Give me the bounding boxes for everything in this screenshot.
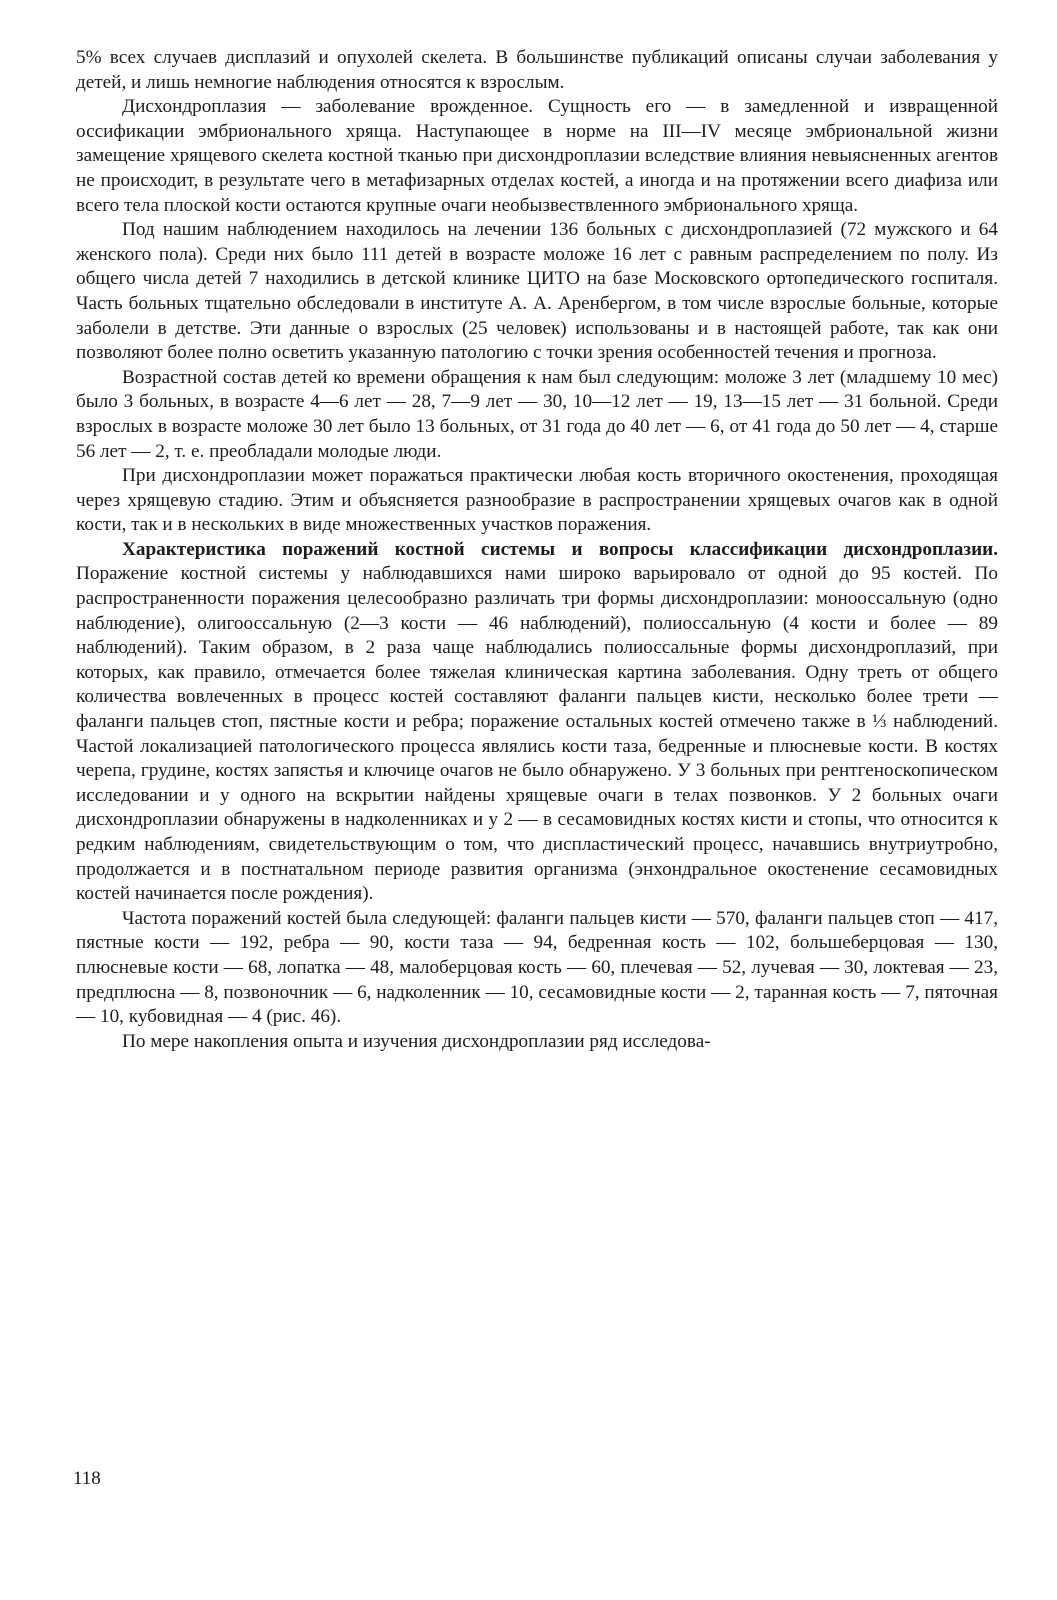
paragraph-7-text: Частота поражений костей была следующей: фаланги пальцев кисти — 570, фаланги пальцев стоп — 417, пястные кости — 192, ребра — 90, кости таза — 94, бедренная кость — 102, большеберцовая — 130, плюсневые кости — 68, лопатка — 48, малоберцовая кость — 60, плечевая — 52, лучевая — 30, локтевая — 23, предплюсна — 8, позвоночник — 6, надколенник — 10, сесамовидные кости — 2, таранная кость — 7, пяточная — 10, кубовидная — 4 (рис. 46). bbox=[76, 907, 998, 1028]
paragraph-4 bbox=[76, 366, 998, 464]
paragraph-5-text: При дисхондроплазии может поражаться практически любая кость вторичного окостенения, проходящая через хрящевую стадию. Этим и объясняется разнообразие в распространении хрящевых очагов как в одной кости, так и в нескольких в виде множественных участков поражения. bbox=[76, 465, 998, 536]
paragraph-1 bbox=[76, 46, 998, 95]
body-text bbox=[76, 46, 998, 1054]
paragraph-8-text: По мере накопления опыта и изучения дисхондроплазии ряд исследова- bbox=[122, 1030, 711, 1052]
paragraph-2 bbox=[76, 95, 998, 218]
paragraph-8 bbox=[76, 1030, 998, 1055]
paragraph-5 bbox=[76, 464, 998, 538]
paragraph-1-text: 5% всех случаев дисплазий и опухолей скелета. В большинстве публикаций описаны случаи заболевания у детей, и лишь немногие наблюдения относятся к взрослым. bbox=[76, 47, 998, 93]
paragraph-2-text: Дисхондроплазия — заболевание врожденное. Сущность его — в замедленной и извращенной оссификации эмбрионального хряща. Наступающее в норме на III—IV месяце эмбриональной жизни замещение хрящевого скелета костной тканью при дисхондроплазии вследствие влияния невыясненных агентов не происходит, в результате чего в метафизарных отделах костей, а иногда и на протяжении всего диафиза или всего тела плоской кости остаются крупные очаги необызвествленного эмбрионального хряща. bbox=[76, 96, 998, 216]
paragraph-3 bbox=[76, 218, 998, 366]
paragraph-7 bbox=[76, 907, 998, 1030]
section-heading: Характеристика поражений костной системы и вопросы классификации дисхондроплазии. bbox=[122, 538, 998, 560]
page-number: 118 bbox=[73, 1468, 101, 1489]
paragraph-3-text: Под нашим наблюдением находилось на лечении 136 больных с дисхондроплазией (72 мужского и 64 женского пола). Среди них было 111 детей в возрасте моложе 16 лет с равным распределением по полу. Из общего числа детей 7 находились в детской клинике ЦИТО на базе Московского ортопедического госпиталя. Часть больных тщательно обследовали в институте А. А. Аренбергом, в том числе взрослые больные, которые заболели в детстве. Эти данные о взрослых (25 человек) использованы и в настоящей работе, так как они позволяют более полно осветить указанную патологию с точки зрения особенностей течения и прогноза. bbox=[76, 219, 998, 364]
paragraph-6 bbox=[76, 538, 998, 907]
paragraph-6-text: Поражение костной системы у наблюдавшихся нами широко варьировало от одной до 95 костей. По распространенности поражения целесообразно различать три формы дисхондроплазии: монооссальную (одно наблюдение), олигооссальную (2—3 кости — 46 наблюдений), полиоссальную (4 кости и более — 89 наблюдений). Таким образом, в 2 раза чаще наблюдались полиоссальные формы дисхондроплазий, при которых, как правило, отмечается более тяжелая клиническая картина заболевания. Одну треть от общего количества вовлеченных в процесс костей составляют фаланги пальцев кисти, несколько более трети — фаланги пальцев стоп, пястные кости и ребра; поражение остальных костей отмечено также в ⅓ наблюдений. Частой локализацией патологического процесса являлись кости таза, бедренные и плюсневые кости. В костях черепа, грудине, костях запястья и ключице очагов не было обнаружено. У 3 больных при рентгеноскопическом исследовании и у одного на вскрытии найдены хрящевые очаги в телах позвонков. У 2 больных очаги дисхондроплазии обнаружены в надколенниках и у 2 — в сесамовидных костях кисти и стопы, что относится к редким наблюдениям, свидетельствующим о том, что диспластический процесс, начавшись внутриутробно, продолжается и в постнатальном периоде развития организма (энхондральное окостенение сесамовидных костей начинается после рождения). bbox=[76, 563, 998, 905]
paragraph-4-text: Возрастной состав детей ко времени обращения к нам был следующим: моложе 3 лет (младшему 10 мес) было 3 больных, в возрасте 4—6 лет — 28, 7—9 лет — 30, 10—12 лет — 19, 13—15 лет — 31 больной. Среди взрослых в возрасте моложе 30 лет было 13 больных, от 31 года до 40 лет — 6, от 41 года до 50 лет — 4, старше 56 лет — 2, т. е. преобладали молодые люди. bbox=[76, 366, 998, 462]
